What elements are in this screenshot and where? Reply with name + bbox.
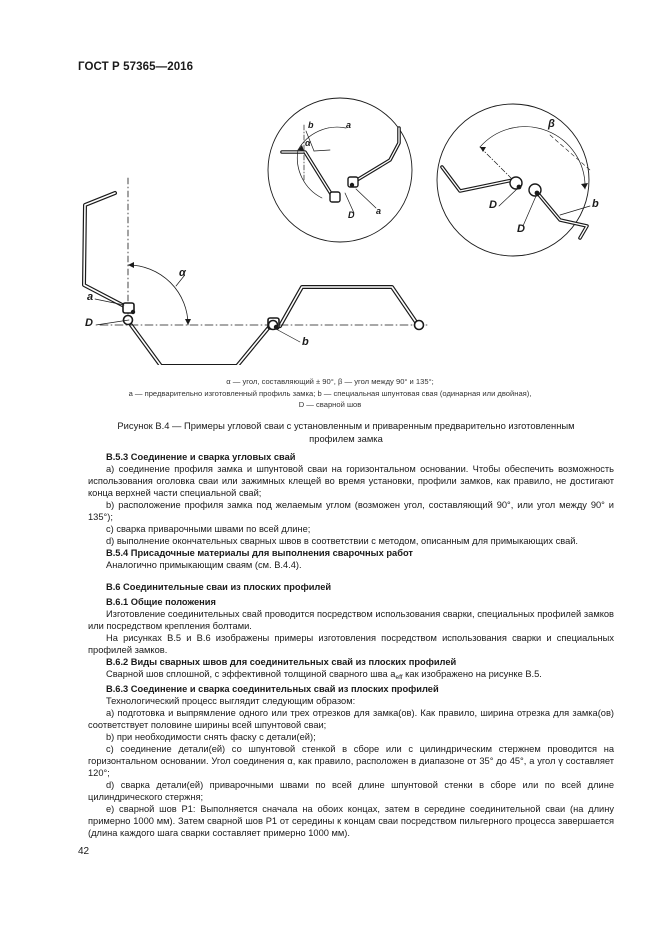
paragraph: а) соединение профиля замка и шпунтовой сваи на горизонтальном основании. Чтобы обеспечить возможность использования оголовка сваи или зажимных клещей во время установки, профили замков, как правило, не достигают конца верхней части специальной свай; — [88, 463, 614, 498]
label-alpha-detail-left: α — [305, 138, 311, 148]
document-header: ГОСТ Р 57365—2016 — [78, 61, 194, 73]
label-d2-detail-right: D — [517, 223, 525, 235]
paragraph: Аналогично примыкающим сваям (см. В.4.4). — [106, 559, 302, 570]
page-number: 42 — [78, 846, 90, 857]
label-d1-detail-right: D — [489, 199, 497, 211]
paragraph: Изготовление соединительных свай проводится посредством использования сварки, специальных профилей замков или посредством крепления болтами. — [88, 609, 614, 632]
subscript-eff: eff — [395, 674, 403, 682]
figure-drawing — [0, 0, 661, 365]
label-d-main: D — [85, 317, 93, 329]
section-b54-heading: В.5.4 Присадочные материалы для выполнения сварочных работ — [106, 547, 413, 558]
legend-line-1: α — угол, составляющий ± 90°, β — угол между 90° и 135°; — [226, 377, 434, 386]
section-b63-heading: В.6.3 Соединение и сварка соединительных свай из плоских профилей — [106, 684, 439, 695]
label-a-detail-left: a — [376, 206, 382, 216]
label-alpha: α — [179, 267, 186, 279]
label-b-main: b — [302, 336, 309, 348]
label-d-detail-left: D — [348, 210, 355, 220]
legend-line-3: D — сварной шов — [298, 400, 362, 409]
lock-joints — [123, 303, 424, 330]
body-text — [88, 452, 614, 840]
paragraph: е) сварной шов Р1: Выполняется сначала на обоих концах, затем в середине соединительной сваи (на длину примерно 1000 мм). Затем сварной шов Р1 от середины к концам сваи посредством пильгерного процесса завершается (длина каждого шага сварки составляет примерно 1000 мм). — [88, 803, 614, 838]
paragraph: с) соединение детали(ей) со шпунтовой стенкой в сборе или с цилиндрическим стержнем проводится на горизонтальном основании. Угол соединения α, как правило, расположен в диапазоне от 35° до 45°, а угол γ составляет 120°; — [88, 743, 614, 778]
section-b61-heading: В.6.1 Общие положения — [106, 597, 216, 608]
section-b6-heading: В.6 Соединительные сваи из плоских профилей — [106, 581, 332, 592]
paragraph: На рисунках В.5 и В.6 изображены примеры изготовления посредством использования сварки и специальных профилей замков. — [88, 633, 614, 656]
paragraph — [88, 669, 614, 684]
paragraph: b) при необходимости снять фаску с детали(ей); — [106, 731, 316, 742]
figure-b4 — [0, 0, 661, 365]
text-run: как изображено на рисунке В.5. — [402, 669, 542, 680]
caption-line-1: Рисунок В.4 — Примеры угловой сваи с установленным и приваренным предварительно изготовленным — [117, 420, 575, 431]
label-beta-detail-right: β — [548, 118, 555, 130]
label-b-detail-right: b — [592, 198, 599, 210]
legend-line-2: a — предварительно изготовленный профиль замка; b — специальная шпунтовая свая (одинарная или двойная), — [128, 388, 532, 398]
section-b53-heading: В.5.3 Соединение и сварка угловых свай — [106, 452, 296, 462]
paragraph: d) сварка детали(ей) приварочными швами по всей длине шпунтовой стенки в сборе или по всей длине цилиндрического стержня; — [88, 779, 614, 802]
label-a-detail-left-top: a — [346, 120, 352, 130]
label-a-main: a — [87, 291, 94, 303]
paragraph: Технологический процесс выглядит следующим образом: — [106, 696, 356, 707]
text-run: Сварной шов сплошной, с эффективной толщиной сварного шва a — [106, 669, 396, 680]
caption-line-2: профилем замка — [309, 433, 383, 444]
figure-legend — [60, 376, 600, 411]
paragraph: b) расположение профиля замка под желаемым углом (возможен угол, составляющий 90°, или угол между 90° и 135°); — [88, 499, 614, 522]
figure-caption — [96, 419, 596, 445]
detail-circle-left — [268, 98, 412, 242]
label-b-detail-left: b — [308, 120, 314, 130]
section-b62-heading: В.6.2 Виды сварных швов для соединительных свай из плоских профилей — [106, 657, 457, 668]
paragraph: а) подготовка и выпрямление одного или трех отрезков для замка(ов). Как правило, ширина отрезка для замка(ов) соответствует половине ширины всей шпунтовой сваи; — [88, 708, 614, 731]
paragraph: с) сварка приварочными швами по всей длине; — [106, 523, 311, 534]
paragraph: d) выполнение окончательных сварных швов в соответствии с методом, описанным для примыкающих свай. — [106, 535, 579, 546]
